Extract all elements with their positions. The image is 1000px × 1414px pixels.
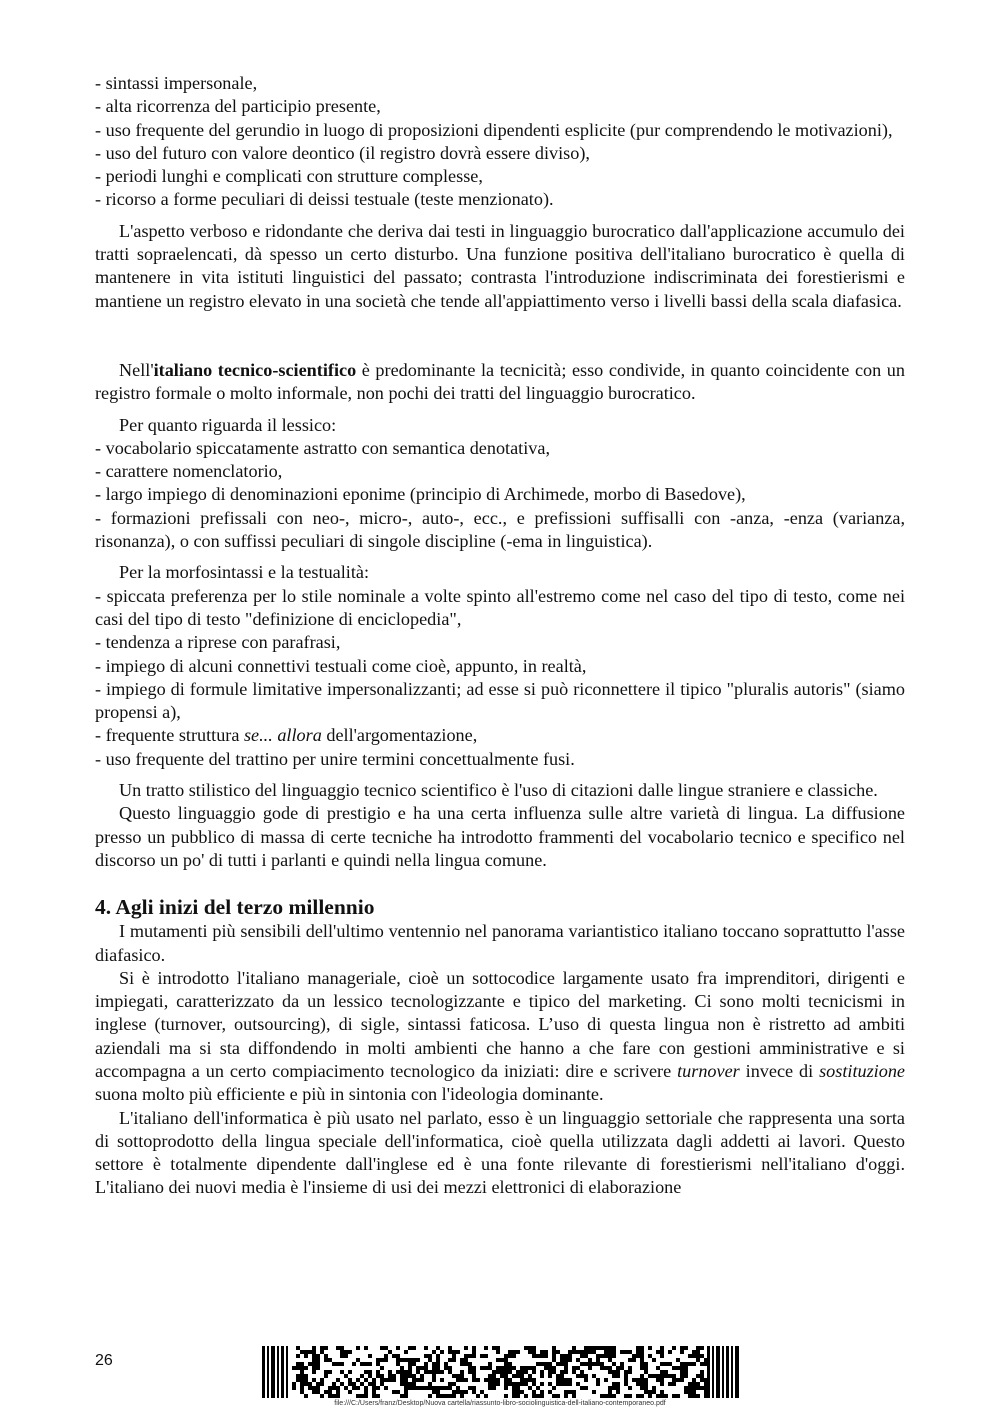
text-run: suona molto più efficiente e più in sintonia con l'ideologia dominante. [95,1084,604,1105]
list-item: - alta ricorrenza del participio presente, [95,96,381,117]
morfosintassi-list [95,585,905,771]
paragraph-manageriale [95,967,905,1107]
italic-term: turnover [677,1060,740,1081]
list-item: - uso frequente del gerundio in luogo di proposizioni dipendenti esplicite (pur comprendendo le motivazioni), [95,119,893,140]
paragraph-citazioni: Un tratto stilistico del linguaggio tecnico scientifico è l'uso di citazioni dalle lingue straniere e classiche. [119,780,878,801]
paragraph-prestigio: Questo linguaggio gode di prestigio e ha una certa influenza sulle altre varietà di lingua. La diffusione presso un pubblico di massa di certe tecniche ha introdotto frammenti del vocabolario tecnico e specifico nel discorso un po' di tutti i parlanti e quindi nella lingua comune. [95,803,905,870]
lessico-list [95,437,905,553]
list-item: - formazioni prefissali con neo-, micro-, auto-, ecc., e prefissioni suffisalli con -anza, -enza (varianza, risonanza), o con suffissi peculiari di singole discipline (-ema in linguistica). [95,507,905,552]
list-item: - sintassi impersonale, [95,73,258,93]
page-number: 26 [95,1352,113,1369]
list-item [95,724,905,747]
italic-term: sostituzione [819,1060,905,1081]
list-item: - uso frequente del trattino per unire termini concettualmente fusi. [95,748,575,769]
morfosintassi-intro: Per la morfosintassi e la testualità: [119,562,370,583]
list-item: - spiccata preferenza per lo stile nominale a volte spinto all'estremo come nel caso del tipo di testo, come nei casi del tipo di testo "definizione di enciclopedia", [95,585,905,629]
file-path-footer: file:///C:/Users/franz/Desktop/Nuova cartella/riassunto-libro-sociolinguistica-dell-italiano-contemporaneo.pdf [334,1400,666,1407]
text-run: Si è introdotto l'italiano manageriale, cioè un sottocodice largamente usato fra imprenditori, dirigenti e impiegati, caratterizzato da un lessico tecnologizzante e tipico del marketing. Ci sono molti tecnicismi in inglese (turnover, outsourcing), di sigle, sintassi faticosa. L’uso di questa lingua non è ristretto ad ambiti aziendali ma si sta diffondendo in molti ambienti che hanno a che fare con gestioni amministrative e si accompagna a un certo compiacimento tecnologico da iniziati: dire e scrivere [95,967,905,1081]
italic-term: se... allora [243,725,322,746]
barcode-image [262,1346,739,1398]
bold-term: italiano tecnico-scientifico [153,359,357,380]
text-run: è predominante la tecnicità; esso condivide, in quanto coincidente con un registro formale o molto informale, non pochi dei tratti del linguaggio burocratico. [95,359,905,404]
paragraph-mutamenti: I mutamenti più sensibili dell'ultimo ventennio nel panorama variantistico italiano toccano soprattutto l'asse diafasico. [95,921,905,965]
text-run: dell'argomentazione, [321,725,478,746]
list-item: - vocabolario spiccatamente astratto con semantica denotativa, [95,437,550,458]
paragraph-burocratico: L'aspetto verboso e ridondante che deriva dai testi in linguaggio burocratico dall'applicazione accumulo dei tratti sopraelencati, dà spesso un certo disturbo. Una funzione positiva dell'italiano burocratico è quella di mantenere in vita istituti linguistici del passato; contrasta l'introduzione indiscriminata dei forestierismi e mantiene un registro elevato in una società che tende all'appiattimento verso i livelli bassi della scala diafasica. [95,220,905,311]
lessico-intro: Per quanto riguarda il lessico: [119,414,337,435]
section-heading: 4. Agli inizi del terzo millennio [95,895,375,920]
list-item: - carattere nomenclatorio, [95,461,283,482]
page-body [95,72,905,1200]
list-item: - impiego di alcuni connettivi testuali come cioè, appunto, in realtà, [95,655,587,676]
list-item: - ricorso a forme peculiari di deissi testuale (teste menzionato). [95,189,554,210]
paragraph-informatica: L'italiano dell'informatica è più usato nel parlato, esso è un linguaggio settoriale che rappresenta una sorta di sottoprodotto della lingua speciale dell'informatica, cioè quella utilizzata dagli addetti ai lavori. Questo settore è totalmente dipendente dall'inglese ed è una fonte rilevante di forestierismi nell'italiano d'oggi. L'italiano dei nuovi media è l'insieme di usi dei mezzi elettronici di elaborazione [95,1107,905,1198]
list-item: - periodi lunghi e complicati con strutture complesse, [95,166,483,187]
text-run: Nell' [119,359,154,380]
list-item: - tendenza a riprese con parafrasi, [95,632,341,653]
list-item: - largo impiego di denominazioni eponime (principio di Archimede, morbo di Basedove), [95,484,746,505]
text-run: invece di [739,1060,820,1081]
list-item: - uso del futuro con valore deontico (il registro dovrà essere diviso), [95,142,590,163]
burocratico-features-list [95,72,905,212]
text-run: - frequente struttura [95,725,244,746]
paragraph-tecnico-scientifico [95,359,905,406]
list-item: - impiego di formule limitative impersonalizzanti; ad esse si può riconnettere il tipico "pluralis autoris" (siamo propensi a), [95,678,905,723]
